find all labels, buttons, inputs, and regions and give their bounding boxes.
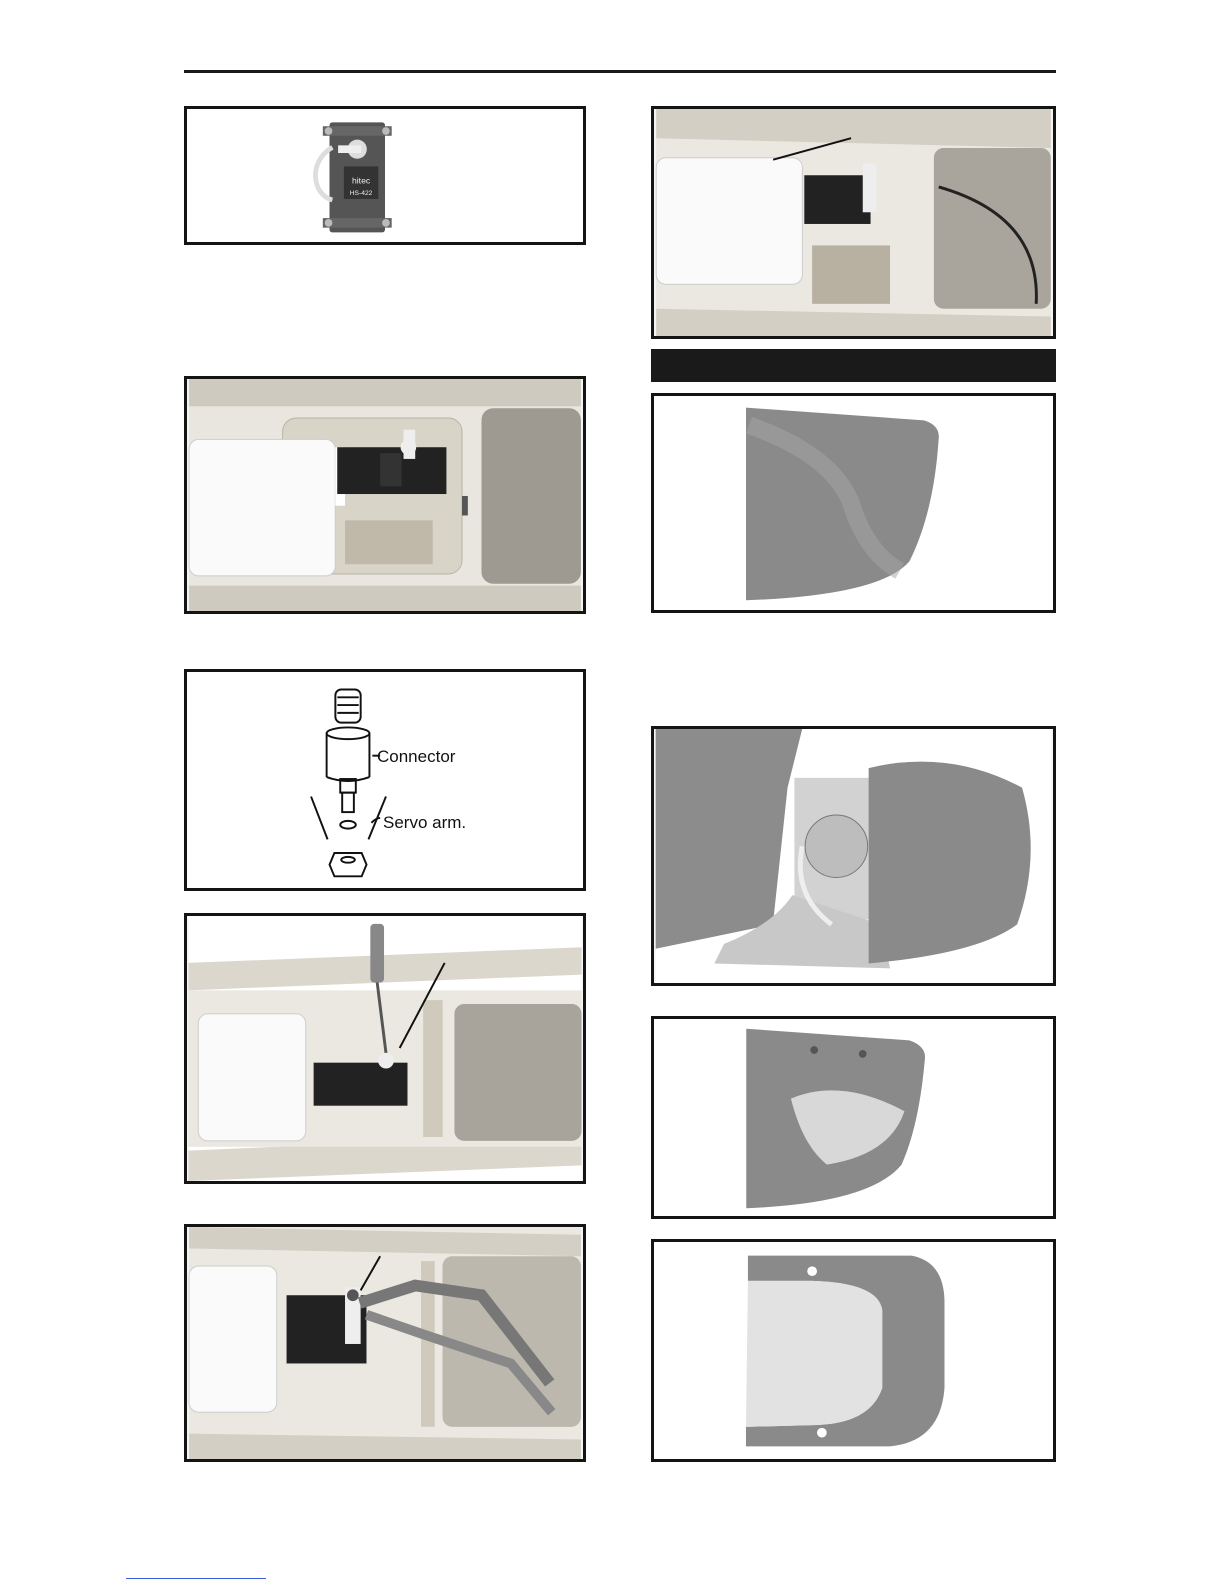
footer-link-underline <box>126 1578 266 1579</box>
pushrod-top-icon <box>654 109 1053 336</box>
servo-arm-label: Servo arm. <box>383 813 467 832</box>
header-rule <box>184 70 1056 73</box>
svg-text:HS-422: HS-422 <box>349 190 373 198</box>
svg-text:hitec: hitec <box>351 175 371 186</box>
screwdriver-icon <box>187 916 583 1181</box>
figure-servo-closeup <box>184 106 586 245</box>
connector-exploded-icon <box>187 672 583 888</box>
section-heading-bar <box>651 349 1056 382</box>
figure-cowl-on-engine <box>651 726 1056 986</box>
figure-cowl-cutout-top <box>651 1239 1056 1462</box>
servo-closeup-icon <box>187 109 583 242</box>
cowl-cutout-side-icon <box>654 1019 1053 1216</box>
figure-servo-installed <box>184 376 586 614</box>
figure-servo-pushrod-top <box>651 106 1056 339</box>
connector-label: Connector <box>377 747 456 766</box>
engine-cowl-icon <box>654 729 1053 983</box>
figure-cowl-side <box>651 393 1056 613</box>
figure-cowl-cutout-side <box>651 1016 1056 1219</box>
pliers-icon <box>187 1227 583 1459</box>
cowl-cutout-top-icon <box>654 1242 1053 1459</box>
figure-screwdriver-connector <box>184 913 586 1184</box>
figure-connector-diagram <box>184 669 586 891</box>
fuselage-servo-icon <box>187 379 583 611</box>
figure-pliers-pushrod <box>184 1224 586 1462</box>
cowl-icon <box>654 396 1053 610</box>
